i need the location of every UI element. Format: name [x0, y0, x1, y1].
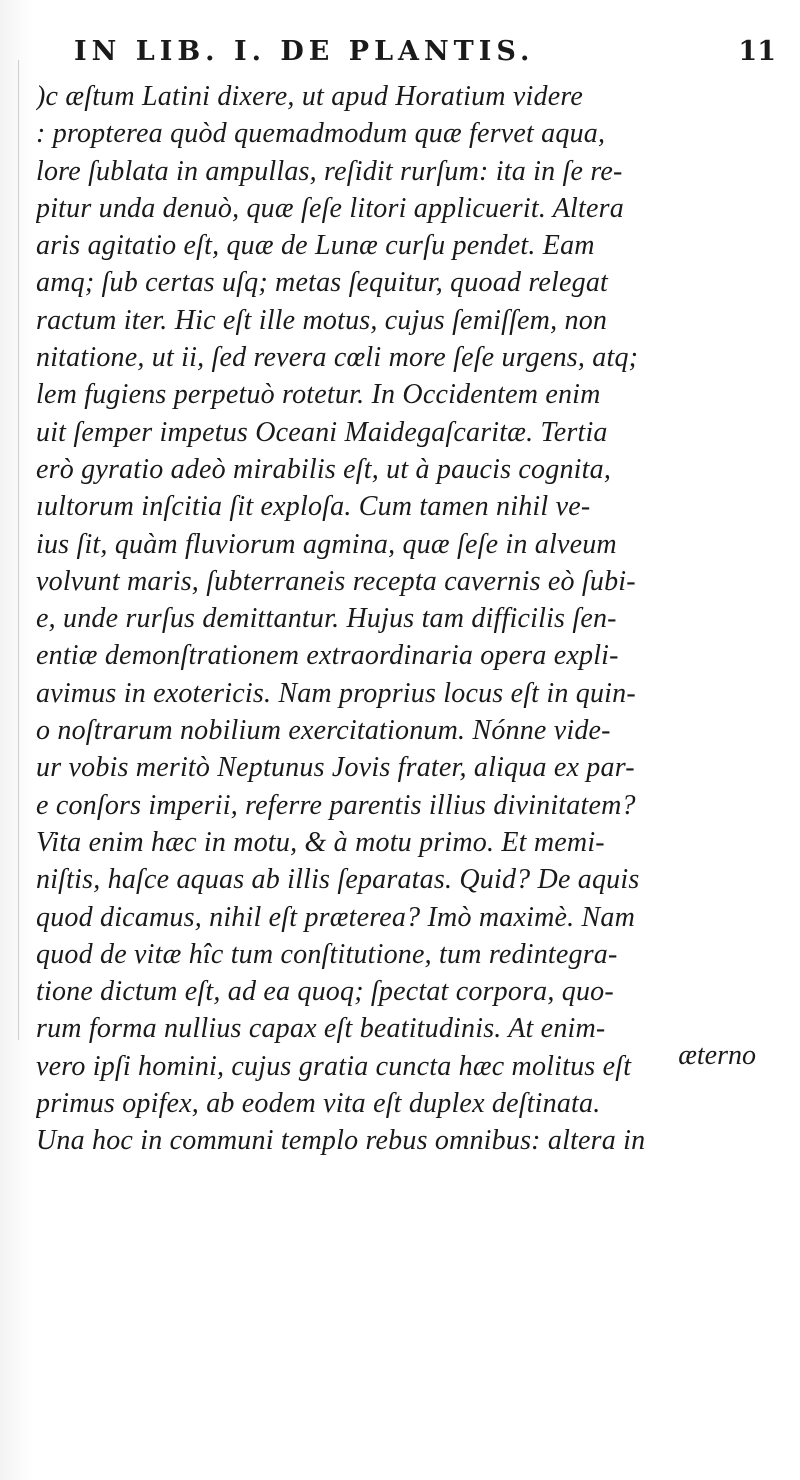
text-line: quod dicamus, nihil eſt præterea? Imò maximè. Nam — [36, 901, 636, 933]
text-line: uit ſemper impetus Oceani Maidegaſcaritæ. Tertia — [36, 416, 608, 448]
page-number: 11 — [738, 36, 776, 67]
running-title: IN LIB. I. DE PLANTIS. — [74, 36, 535, 67]
text-line: o noſtrarum nobilium exercitationum. Nónne vide- — [36, 715, 611, 747]
text-line: ur vobis meritò Neptunus Jovis frater, aliqua ex par- — [36, 752, 635, 784]
text-line: e, unde rurſus demittantur. Hujus tam difficilis ſen- — [36, 603, 617, 635]
text-line: amq; ſub certas uſq; metas ſequitur, quoad relegat — [36, 267, 609, 299]
text-line: quod de vitæ hîc tum conſtitutione, tum redintegra- — [36, 938, 618, 970]
page-gutter — [0, 0, 34, 1480]
text-line: pitur unda denuò, quæ ſeſe litori applicuerit. Altera — [36, 192, 624, 224]
text-line: lore ſublata in ampullas, reſidit rurſum: ita in ſe re- — [36, 155, 623, 187]
text-line: ıultorum inſcitia ſit exploſa. Cum tamen nihil ve- — [36, 491, 591, 523]
text-line: : propterea quòd quemadmodum quæ fervet aqua, — [36, 118, 606, 150]
text-line: )c æſtum Latini dixere, ut apud Horatium videre — [36, 81, 584, 112]
text-line: ractum iter. Hic eſt ille motus, cujus ſemiſſem, non — [36, 304, 608, 336]
text-line: e conſors imperii, referre parentis illius divinitatem? — [36, 789, 636, 821]
text-line: vero ipſi homini, cujus gratia cuncta hæc molitus eſt — [36, 1050, 632, 1082]
text-line: erò gyratio adeò mirabilis eſt, ut à paucis cognita, — [36, 453, 612, 485]
text-line: entiæ demonſtrationem extraordinaria opera expli- — [36, 640, 619, 672]
catchword: æterno — [678, 1040, 756, 1071]
body-text — [36, 78, 776, 1160]
text-line: avimus in exotericis. Nam proprius locus eſt in quin- — [36, 677, 636, 709]
text-line: Vita enim hæc in motu, & à motu primo. Et memi- — [36, 826, 605, 858]
text-line: rum forma nullius capax eſt beatitudinis. At enim- — [36, 1013, 606, 1045]
text-line: nitatione, ut ii, ſed revera cœli more ſeſe urgens, atq; — [36, 342, 639, 374]
text-line: lem fugiens perpetuò rotetur. In Occidentem enim — [36, 379, 601, 411]
gutter-edge — [18, 60, 19, 1040]
text-line: aris agitatio eſt, quæ de Lunæ curſu pendet. Eam — [36, 230, 595, 262]
text-line: primus opifex, ab eodem vita eſt duplex deſtinata. — [36, 1088, 601, 1120]
text-line: tione dictum eſt, ad ea quoq; ſpectat corpora, quo- — [36, 976, 614, 1008]
text-line: Una hoc in communi templo rebus omnibus: altera in — [36, 1125, 646, 1157]
running-header — [56, 36, 776, 72]
text-line: niſtis, haſce aquas ab illis ſeparatas. Quid? De aquis — [36, 864, 640, 896]
text-line: ius ſit, quàm fluviorum agmina, quæ ſeſe in alveum — [36, 528, 617, 560]
text-line: volvunt maris, ſubterraneis recepta cavernis eò ſubi- — [36, 565, 636, 597]
